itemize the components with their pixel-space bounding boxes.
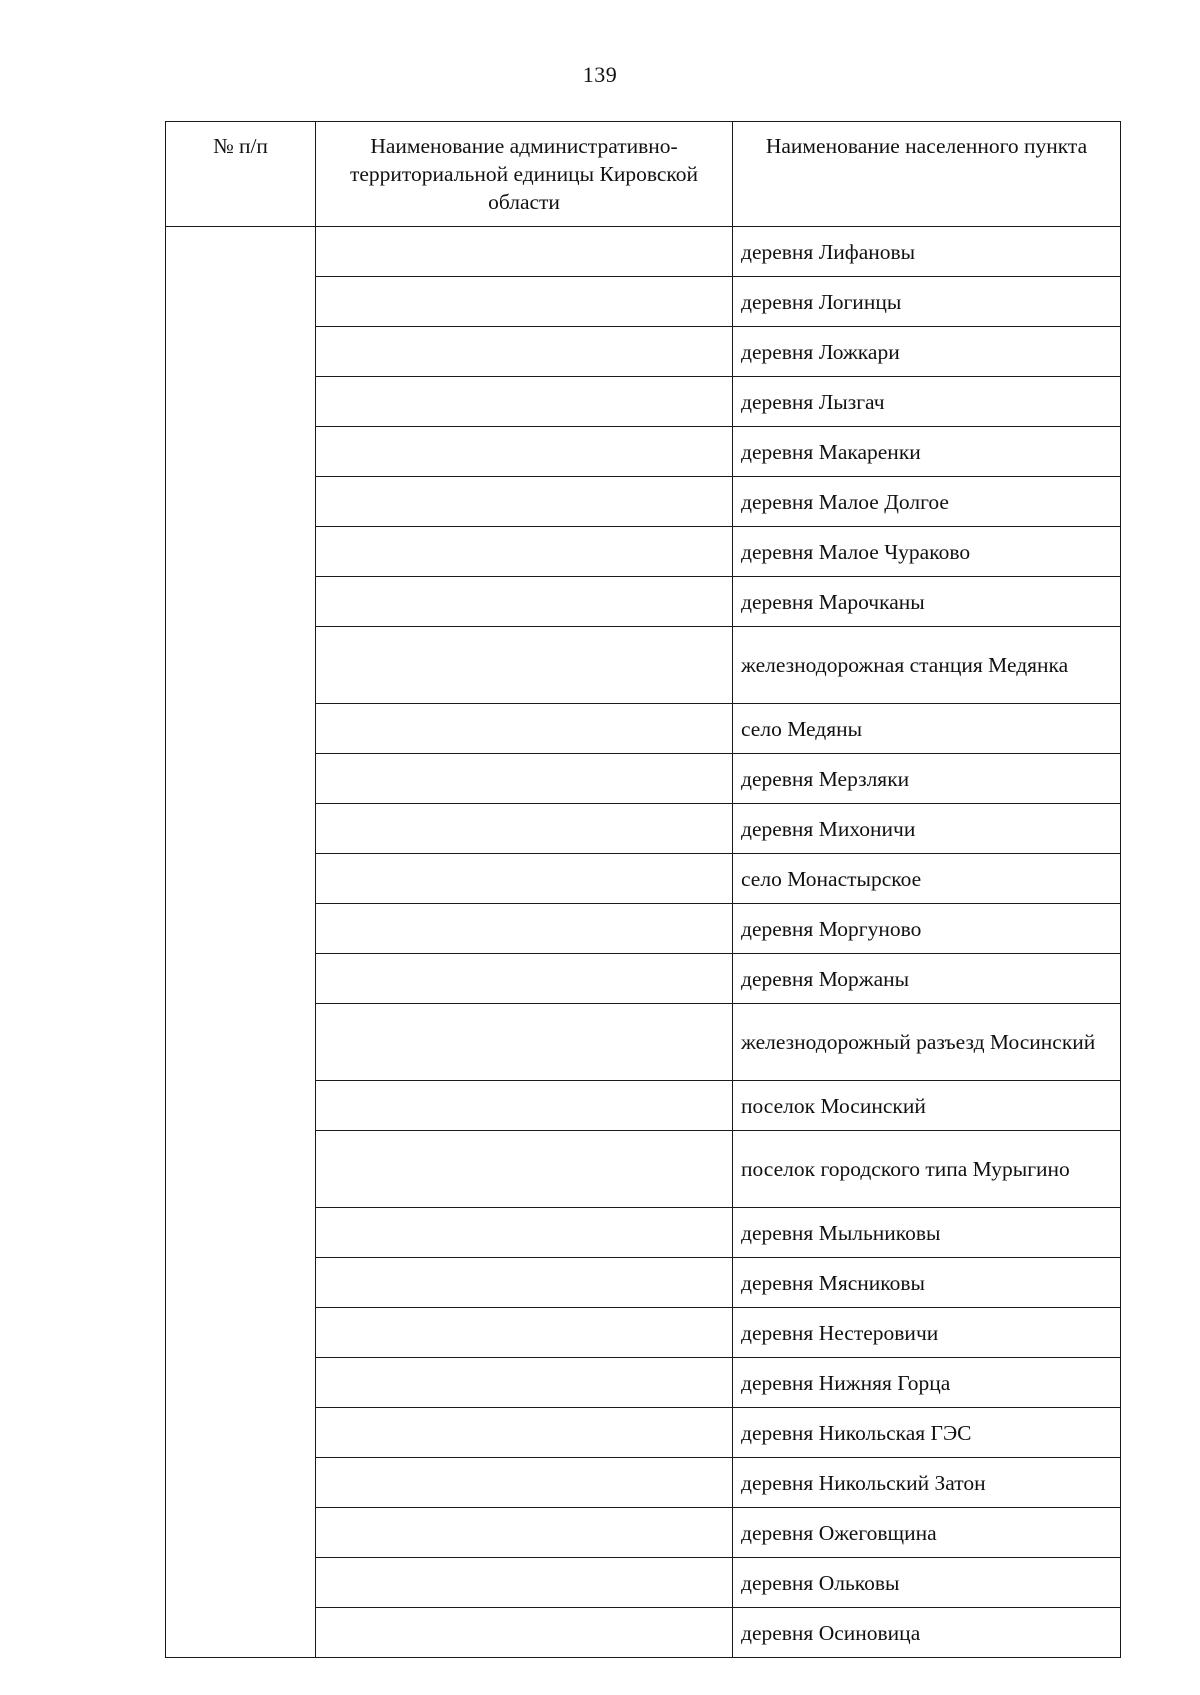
table-row [166, 227, 1121, 277]
settlement-cell: деревня Логинцы [733, 277, 1121, 327]
settlement-cell: деревня Ожеговщина [733, 1508, 1121, 1558]
settlement-cell: деревня Нестеровичи [733, 1308, 1121, 1358]
settlement-cell: деревня Лифановы [733, 227, 1121, 277]
admin-unit-cell [316, 1258, 733, 1308]
settlement-cell: деревня Макаренки [733, 427, 1121, 477]
admin-unit-cell [316, 527, 733, 577]
admin-unit-cell [316, 1508, 733, 1558]
number-cell [166, 227, 316, 1658]
admin-unit-cell [316, 627, 733, 704]
settlement-cell: деревня Лызгач [733, 377, 1121, 427]
header-row [166, 122, 1121, 227]
admin-unit-cell [316, 854, 733, 904]
settlement-cell: село Медяны [733, 704, 1121, 754]
admin-unit-cell [316, 227, 733, 277]
admin-unit-cell [316, 1004, 733, 1081]
settlement-cell: деревня Ложкари [733, 327, 1121, 377]
settlement-cell: деревня Моржаны [733, 954, 1121, 1004]
settlement-cell: деревня Мыльниковы [733, 1208, 1121, 1258]
settlement-cell: деревня Осиновица [733, 1608, 1121, 1658]
settlement-cell: село Монастырское [733, 854, 1121, 904]
settlement-cell: деревня Михоничи [733, 804, 1121, 854]
settlement-cell: деревня Малое Чураково [733, 527, 1121, 577]
admin-unit-cell [316, 804, 733, 854]
admin-unit-cell [316, 1208, 733, 1258]
admin-unit-cell [316, 377, 733, 427]
settlement-cell: деревня Марочканы [733, 577, 1121, 627]
admin-unit-cell [316, 954, 733, 1004]
admin-unit-cell [316, 1308, 733, 1358]
table-header [166, 122, 1121, 227]
settlement-cell: деревня Малое Долгое [733, 477, 1121, 527]
admin-unit-cell [316, 577, 733, 627]
admin-unit-cell [316, 427, 733, 477]
admin-unit-cell [316, 277, 733, 327]
admin-unit-cell [316, 1558, 733, 1608]
table-body [166, 227, 1121, 1658]
settlement-cell: деревня Никольский Затон [733, 1458, 1121, 1508]
header-admin-unit: Наименование административно-территориальной единицы Кировской области [316, 122, 733, 227]
settlement-cell: поселок Мосинский [733, 1081, 1121, 1131]
admin-unit-cell [316, 477, 733, 527]
settlement-cell: деревня Мерзляки [733, 754, 1121, 804]
header-settlement: Наименование населенного пункта [733, 122, 1121, 227]
admin-unit-cell [316, 1131, 733, 1208]
admin-unit-cell [316, 904, 733, 954]
admin-unit-cell [316, 1408, 733, 1458]
settlement-cell: деревня Никольская ГЭС [733, 1408, 1121, 1458]
admin-unit-cell [316, 1081, 733, 1131]
settlement-cell: деревня Нижняя Горца [733, 1358, 1121, 1408]
settlements-table [165, 121, 1121, 1658]
settlement-cell: деревня Мясниковы [733, 1258, 1121, 1308]
admin-unit-cell [316, 327, 733, 377]
settlement-cell: железнодорожный разъезд Мосинский [733, 1004, 1121, 1081]
admin-unit-cell [316, 1358, 733, 1408]
admin-unit-cell [316, 1608, 733, 1658]
settlement-cell: железнодорожная станция Медянка [733, 627, 1121, 704]
admin-unit-cell [316, 1458, 733, 1508]
settlement-cell: деревня Моргуново [733, 904, 1121, 954]
header-number: № п/п [166, 122, 316, 227]
admin-unit-cell [316, 704, 733, 754]
admin-unit-cell [316, 754, 733, 804]
page-number: 139 [582, 62, 618, 87]
settlement-cell: поселок городского типа Мурыгино [733, 1131, 1121, 1208]
settlement-cell: деревня Ольковы [733, 1558, 1121, 1608]
